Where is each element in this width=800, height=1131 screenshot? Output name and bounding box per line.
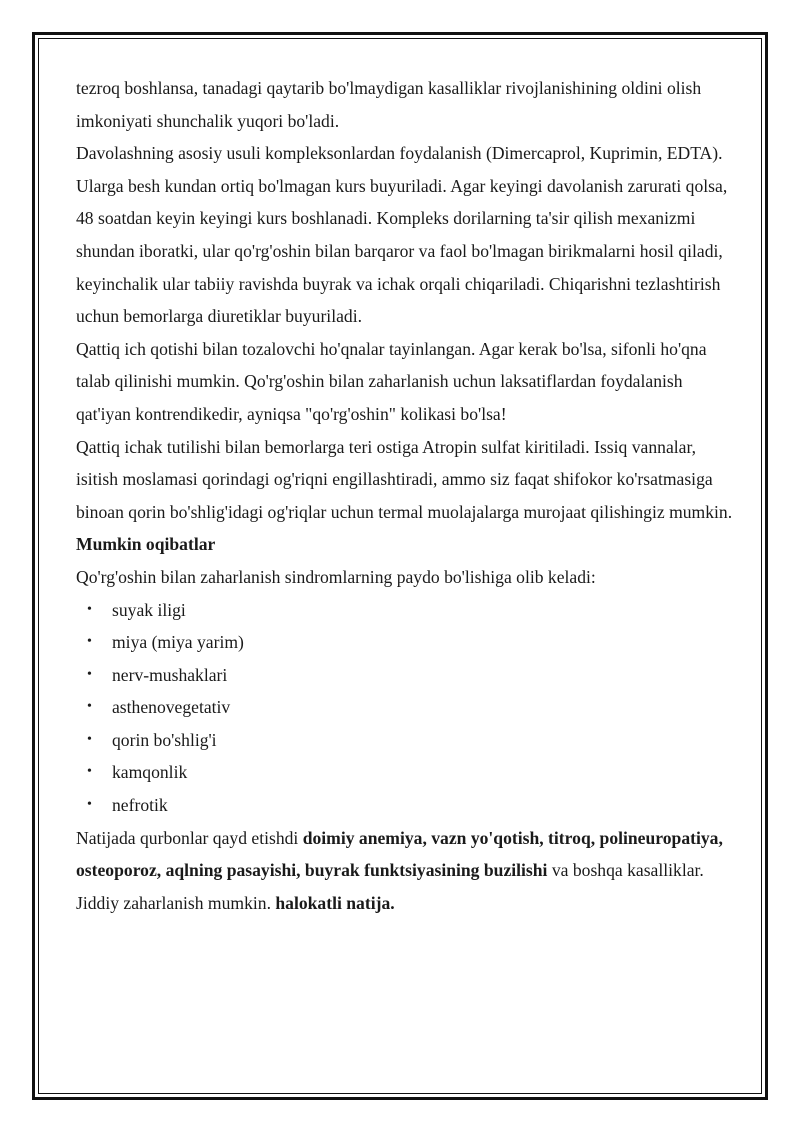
syndromes-intro: Qo'rg'oshin bilan zaharlanish sindromlarning paydo bo'lishiga olib keladi: (76, 566, 596, 587)
paragraph-treatment: Davolashning asosiy usuli kompleksonlardan foydalanish (Dimercaprol, Kuprimin, EDTA). Ularga besh kundan ortiq bo'lmagan kurs buyuriladi. Agar keyingi davolanish zarurati qolsa, 48 soatdan keyin keyingi kurs boshlanadi. Kompleks dorilarning ta'sir qilish mexanizmi shundan iboratki, ular qo'rg'oshin bilan barqaror va faol bo'lmagan birikmalarni hosil qiladi, keyinchalik ular tabiiy ravishda buyrak va ichak orqali chiqariladi. Chiqarishni tezlashtirish uchun bemorlarga diuretiklar buyuriladi. (76, 143, 728, 327)
syndromes-list (76, 594, 736, 822)
fatal-outcome-bold: halokatli natija. (275, 892, 395, 913)
bullet-icon: • (87, 731, 92, 747)
paragraph-final: Jiddiy zaharlanish mumkin. halokatli natija. (76, 892, 395, 913)
list-item: • qorin bo'shlig'i (76, 724, 736, 757)
paragraph-continuation: tezroq boshlansa, tanadagi qaytarib bo'lmaydigan kasalliklar rivojlanishining oldini olish imkoniyati shunchalik yuqori bo'ladi. (76, 78, 702, 131)
paragraph-enema: Qattiq ich qotishi bilan tozalovchi ho'qnalar tayinlangan. Agar kerak bo'lsa, sifonli ho'qna talab qilinishi mumkin. Qo'rg'oshin bilan zaharlanish uchun laksatiflardan foydalanish qat'iyan kontrendikedir, ayniqsa "qo'rg'oshin" kolikasi bo'lsa! (76, 338, 707, 424)
section-heading: Mumkin oqibatlar (76, 534, 216, 555)
list-item: • nerv-mushaklari (76, 659, 736, 692)
paragraph-consequences: Natijada qurbonlar qayd etishdi doimiy anemiya, vazn yo'qotish, titroq, polineuropatiya, osteoporoz, aqlning pasayishi, buyrak funktsiyasining buzilishi va boshqa kasalliklar. (76, 827, 723, 881)
bullet-icon: • (87, 764, 92, 780)
list-item: • suyak iligi (76, 594, 736, 627)
bullet-icon: • (87, 634, 92, 650)
list-item: • nefrotik (76, 789, 736, 822)
bullet-icon: • (87, 666, 92, 682)
bullet-icon: • (87, 797, 92, 813)
list-item: • miya (miya yarim) (76, 626, 736, 659)
bullet-icon: • (87, 601, 92, 617)
paragraph-atropine: Qattiq ichak tutilishi bilan bemorlarga teri ostiga Atropin sulfat kiritiladi. Issiq vannalar, isitish moslamasi qorindagi og'riqni engillashtiradi, ammo siz faqat shifokor ko'rsatmasiga binoan qorin bo'shlig'idagi og'riqlar uchun termal muolajalarga murojaat qilishingiz mumkin. (76, 436, 733, 522)
bullet-icon: • (87, 699, 92, 715)
list-item: • asthenovegetativ (76, 691, 736, 724)
document-body (76, 72, 736, 919)
list-item: • kamqonlik (76, 756, 736, 789)
consequences-bold: doimiy anemiya, vazn yo'qotish, titroq, polineuropatiya, osteoporoz, aqlning pasayishi, buyrak funktsiyasining buzilishi (76, 827, 723, 881)
